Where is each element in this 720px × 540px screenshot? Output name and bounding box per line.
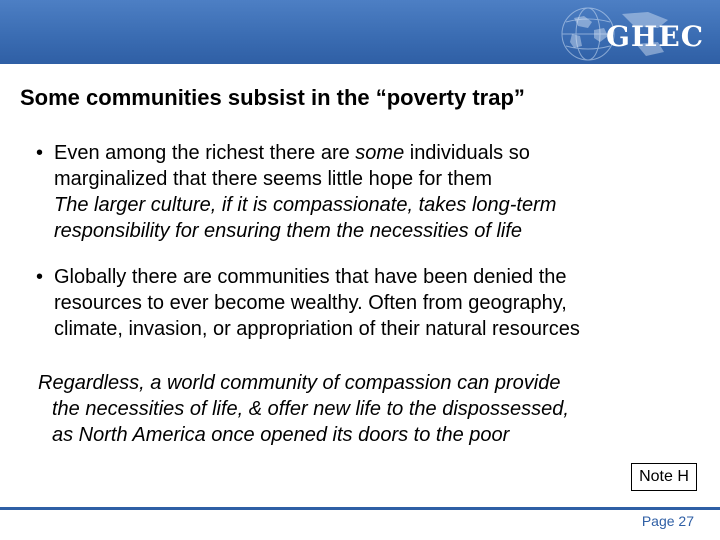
conclusion-paragraph [38, 370, 698, 448]
bullet-item-1 [36, 140, 696, 244]
bullet-line: climate, invasion, or appropriation of their natural resources [54, 318, 580, 340]
slide-title: Some communities subsist in the “poverty trap” [20, 85, 525, 110]
footer-divider [0, 507, 720, 510]
logo-text: GHEC [606, 20, 704, 53]
emphasis-text: some [355, 142, 405, 164]
bullet-line: marginalized that there seems little hope for them [54, 168, 492, 190]
bullet-marker: • [36, 142, 44, 164]
page-number: Page 27 [641, 513, 694, 529]
bullet-item-2 [36, 264, 696, 342]
bullet-text: Even among the richest there are [54, 142, 356, 164]
bullet-marker: • [36, 266, 44, 288]
conclusion-line: the necessities of life, & offer new life to the dispossessed, [52, 398, 569, 420]
bullet-line [36, 140, 696, 166]
bullet-line-italic: responsibility for ensuring them the necessities of life [54, 220, 523, 242]
conclusion-line: Regardless, a world community of compassion can provide [38, 372, 561, 394]
header-bar [0, 0, 720, 64]
note-h-button[interactable]: Note H [631, 463, 697, 491]
bullet-line: Globally there are communities that have been denied the [54, 266, 567, 288]
conclusion-line: as North America once opened its doors to the poor [52, 424, 510, 446]
bullet-line-italic: The larger culture, if it is compassionate, takes long-term [54, 194, 557, 216]
bullet-text: individuals so [404, 142, 530, 164]
bullet-line: resources to ever become wealthy. Often from geography, [54, 292, 567, 314]
